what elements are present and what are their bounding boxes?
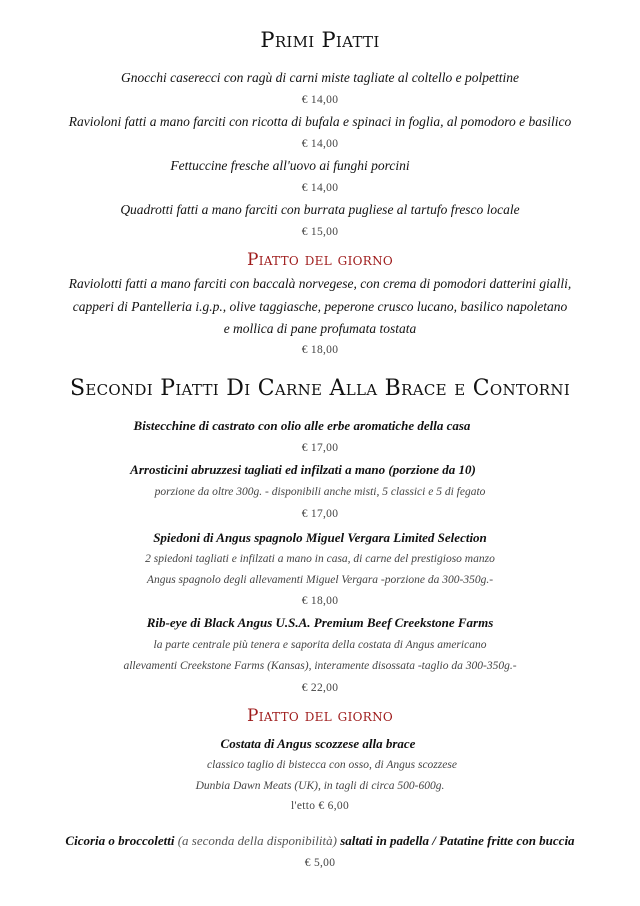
- dish-name: Fettuccine fresche all'uovo ai funghi porcini: [170, 158, 410, 173]
- contorni-line: [0, 833, 640, 849]
- dish-price: € 17,00: [301, 508, 339, 520]
- dish-description: allevamenti Creekstone Farms (Kansas), interamente disossata -taglio da 300-350g.-: [123, 660, 517, 672]
- dish-price: € 15,00: [301, 226, 339, 238]
- dish-price: € 14,00: [301, 138, 339, 150]
- section-title-secondi: Secondi Piatti Di Carne Alla Brace e Contorni: [69, 376, 571, 401]
- special-price: l'etto € 6,00: [290, 800, 350, 812]
- contorni-note: (a seconda della disponibilità): [177, 833, 337, 848]
- dish-name: Rib-eye di Black Angus U.S.A. Premium Beef Creekstone Farms: [146, 615, 494, 630]
- special-title-primi: Piatto del giorno: [246, 250, 394, 270]
- dish-price: € 14,00: [301, 94, 339, 106]
- special-line: capperi di Pantelleria i.g.p., olive taggiasche, peperone crusco lucano, basilico napoletano: [72, 299, 568, 314]
- special-description: classico taglio di bistecca con osso, di Angus scozzese: [207, 759, 457, 771]
- dish-name: Arrosticini abruzzesi tagliati ed infilzati a mano (porzione da 10): [130, 462, 476, 477]
- dish-description: porzione da oltre 300g. - disponibili anche misti, 5 classici e 5 di fegato: [154, 486, 486, 498]
- contorni-price: € 5,00: [304, 857, 336, 869]
- dish-description: la parte centrale più tenera e saporita della costata di Angus americano: [153, 639, 487, 651]
- special-line: Raviolotti fatti a mano farciti con baccalà norvegese, con crema di pomodori datterini gialli,: [68, 276, 572, 291]
- contorni-part1: Cicoria o broccoletti: [65, 833, 178, 848]
- special-line: e mollica di pane profumata tostata: [223, 321, 417, 336]
- dish-name: Bistecchine di castrato con olio alle erbe aromatiche della casa: [133, 418, 471, 433]
- section-title-primi: Primi Piatti: [260, 28, 380, 52]
- dish-name: Ravioloni fatti a mano farciti con ricotta di bufala e spinaci in foglia, al pomodoro e basilico: [68, 114, 572, 129]
- special-dish-name: Costata di Angus scozzese alla brace: [220, 736, 416, 751]
- dish-price: € 22,00: [301, 682, 339, 694]
- dish-name: Spiedoni di Angus spagnolo Miguel Vergara Limited Selection: [153, 530, 487, 545]
- dish-name: Quadrotti fatti a mano farciti con burrata pugliese al tartufo fresco locale: [120, 202, 520, 217]
- dish-price: € 18,00: [301, 595, 339, 607]
- special-title-secondi: Piatto del giorno: [246, 706, 394, 726]
- special-price: € 18,00: [301, 344, 339, 356]
- special-description: Dunbia Dawn Meats (UK), in tagli di circa 500-600g.: [195, 780, 445, 792]
- dish-description: 2 spiedoni tagliati e infilzati a mano in casa, di carne del prestigioso manzo: [145, 553, 495, 565]
- dish-price: € 14,00: [301, 182, 339, 194]
- dish-description: Angus spagnolo degli allevamenti Miguel Vergara -porzione da 300-350g.-: [146, 574, 494, 586]
- dish-price: € 17,00: [301, 442, 339, 454]
- contorni-part3: saltati in padella / Patatine fritte con buccia: [336, 833, 575, 848]
- dish-name: Gnocchi caserecci con ragù di carni miste tagliate al coltello e polpettine: [120, 70, 520, 85]
